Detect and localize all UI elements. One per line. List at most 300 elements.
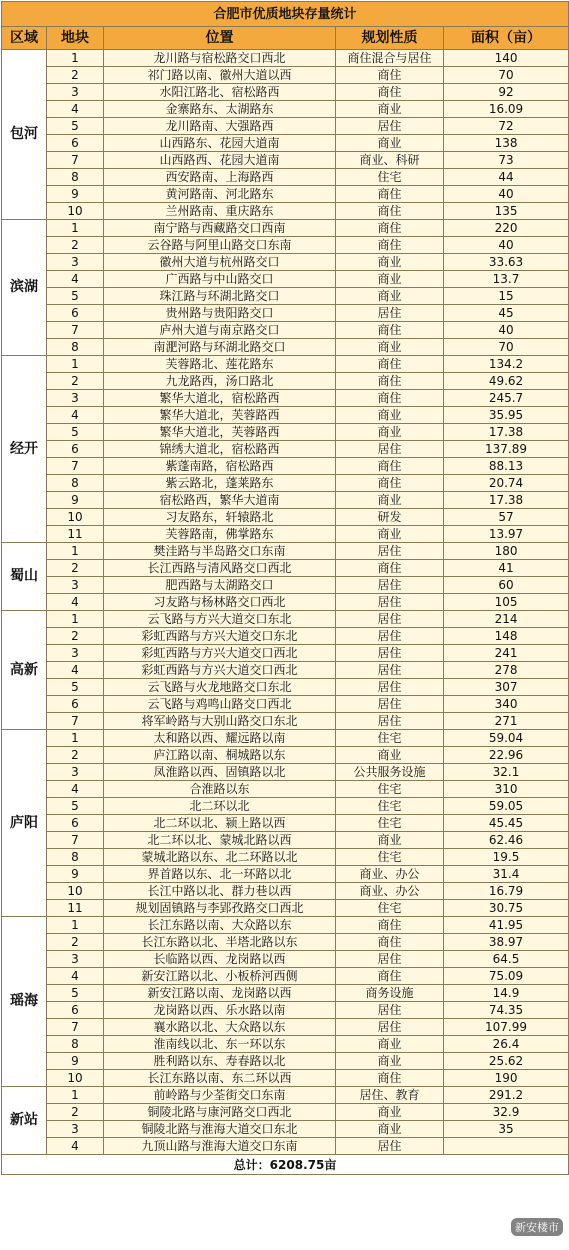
location-cell: 繁华大道北，芙蓉路西 [104,407,336,424]
location-cell: 繁华大道北，宿松路西 [104,390,336,407]
planning-type-cell: 商业 [336,747,444,764]
table-row [2,730,569,747]
parcel-number-cell: 4 [47,271,104,288]
parcel-number-cell: 8 [47,339,104,356]
area-cell: 35 [444,1121,569,1138]
parcel-number-cell: 5 [47,288,104,305]
location-cell: 南淝河路与环湖北路交口 [104,339,336,356]
parcel-number-cell: 3 [47,577,104,594]
location-cell: 西安路南、上海路西 [104,169,336,186]
table-row [2,543,569,560]
area-cell: 278 [444,662,569,679]
area-cell: 57 [444,509,569,526]
district-cell: 包河 [2,50,47,220]
parcel-number-cell: 1 [47,50,104,67]
area-cell: 22.96 [444,747,569,764]
location-cell: 肥西路与太湖路交口 [104,577,336,594]
table-row [2,271,569,288]
table-title: 合肥市优质地块存量统计 [2,2,569,27]
table-row [2,747,569,764]
planning-type-cell: 居住、教育 [336,1087,444,1104]
area-cell: 40 [444,237,569,254]
table-row [2,815,569,832]
planning-type-cell: 研发 [336,509,444,526]
area-cell: 134.2 [444,356,569,373]
parcel-number-cell: 6 [47,305,104,322]
planning-type-cell: 商住 [336,84,444,101]
parcel-number-cell: 4 [47,407,104,424]
parcel-number-cell: 2 [47,747,104,764]
location-cell: 云飞路与鸡鸣山路交口西北 [104,696,336,713]
area-cell: 220 [444,220,569,237]
location-cell: 新安江路以南、龙岗路以西 [104,985,336,1002]
location-cell: 紫蓬南路，宿松路西 [104,458,336,475]
table-row [2,849,569,866]
planning-type-cell: 商住 [336,934,444,951]
planning-type-cell: 商业 [336,832,444,849]
parcel-number-cell: 3 [47,645,104,662]
parcel-number-cell: 3 [47,951,104,968]
parcel-number-cell: 1 [47,356,104,373]
location-cell: 广西路与中山路交口 [104,271,336,288]
parcel-number-cell: 6 [47,1002,104,1019]
parcel-number-cell: 1 [47,611,104,628]
planning-type-cell: 商业 [336,254,444,271]
area-cell: 44 [444,169,569,186]
location-cell: 北二环以北、颍上路以西 [104,815,336,832]
area-cell: 17.38 [444,492,569,509]
table-row [2,900,569,917]
parcel-number-cell: 4 [47,101,104,118]
location-cell: 凤淮路以西、固镇路以北 [104,764,336,781]
area-cell: 17.38 [444,424,569,441]
parcel-number-cell: 5 [47,679,104,696]
table-row [2,1002,569,1019]
area-cell: 26.4 [444,1036,569,1053]
parcel-number-cell: 6 [47,441,104,458]
location-cell: 合淮路以东 [104,781,336,798]
land-stock-table [1,1,569,1175]
location-cell: 长江东路以北、半塔北路以东 [104,934,336,951]
area-cell: 180 [444,543,569,560]
area-cell: 74.35 [444,1002,569,1019]
parcel-number-cell: 4 [47,781,104,798]
location-cell: 龙川路南、大强路西 [104,118,336,135]
location-cell: 蒙城北路以东、北二环路以北 [104,849,336,866]
location-cell: 习友路东，轩辕路北 [104,509,336,526]
planning-type-cell: 商住 [336,322,444,339]
planning-type-cell: 商业、办公 [336,866,444,883]
planning-type-cell: 居住 [336,118,444,135]
table-row [2,169,569,186]
parcel-number-cell: 2 [47,1104,104,1121]
district-cell: 新站 [2,1087,47,1155]
planning-type-cell: 公共服务设施 [336,764,444,781]
planning-type-cell: 居住 [336,628,444,645]
parcel-number-cell: 8 [47,1036,104,1053]
district-cell: 蜀山 [2,543,47,611]
location-cell: 云谷路与阿里山路交口东南 [104,237,336,254]
table-row [2,373,569,390]
header-parcel: 地块 [47,27,104,50]
table-row [2,1121,569,1138]
area-cell: 271 [444,713,569,730]
parcel-number-cell: 2 [47,373,104,390]
parcel-number-cell: 8 [47,169,104,186]
location-cell: 樊洼路与半岛路交口东南 [104,543,336,560]
parcel-number-cell: 1 [47,1087,104,1104]
location-cell: 新安江路以北、小板桥河西侧 [104,968,336,985]
location-cell: 铜陵北路与康河路交口西北 [104,1104,336,1121]
area-cell: 38.97 [444,934,569,951]
planning-type-cell: 居住 [336,679,444,696]
district-cell: 瑶海 [2,917,47,1087]
parcel-number-cell: 2 [47,67,104,84]
planning-type-cell: 商住 [336,203,444,220]
planning-type-cell: 商住 [336,917,444,934]
planning-type-cell: 商业 [336,407,444,424]
area-cell: 31.4 [444,866,569,883]
parcel-number-cell: 7 [47,1019,104,1036]
area-cell: 75.09 [444,968,569,985]
area-cell: 40 [444,322,569,339]
area-cell: 245.7 [444,390,569,407]
location-cell: 繁华大道北，芙蓉路西 [104,424,336,441]
area-cell: 137.89 [444,441,569,458]
location-cell: 庐州大道与南京路交口 [104,322,336,339]
area-cell: 25.62 [444,1053,569,1070]
parcel-number-cell: 2 [47,628,104,645]
location-cell: 将军岭路与大别山路交口东北 [104,713,336,730]
district-cell: 高新 [2,611,47,730]
area-cell: 13.7 [444,271,569,288]
parcel-number-cell: 11 [47,900,104,917]
district-cell: 庐阳 [2,730,47,917]
table-row [2,832,569,849]
planning-type-cell: 商业 [336,1036,444,1053]
location-cell: 龙川路与宿松路交口西北 [104,50,336,67]
parcel-number-cell: 1 [47,220,104,237]
planning-type-cell: 商业 [336,424,444,441]
location-cell: 徽州大道与杭州路交口 [104,254,336,271]
area-cell: 307 [444,679,569,696]
table-row [2,1138,569,1155]
table-row [2,424,569,441]
planning-type-cell: 住宅 [336,815,444,832]
planning-type-cell: 居住 [336,645,444,662]
location-cell: 彩虹西路与方兴大道交口西北 [104,662,336,679]
planning-type-cell: 商住 [336,1070,444,1087]
header-location: 位置 [104,27,336,50]
location-cell: 长江中路以北、群力巷以西 [104,883,336,900]
planning-type-cell: 商住 [336,475,444,492]
area-cell: 70 [444,67,569,84]
location-cell: 珠江路与环湖北路交口 [104,288,336,305]
location-cell: 北二环以北 [104,798,336,815]
table-row [2,934,569,951]
planning-type-cell: 商业 [336,526,444,543]
location-cell: 黄河路南、河北路东 [104,186,336,203]
planning-type-cell: 商务设施 [336,985,444,1002]
parcel-number-cell: 10 [47,1070,104,1087]
table-row [2,407,569,424]
parcel-number-cell: 4 [47,594,104,611]
area-cell: 214 [444,611,569,628]
location-cell: 习友路与杨林路交口西北 [104,594,336,611]
planning-type-cell: 居住 [336,1019,444,1036]
area-cell: 13.97 [444,526,569,543]
parcel-number-cell: 6 [47,696,104,713]
location-cell: 太和路以西、耀远路以南 [104,730,336,747]
planning-type-cell: 商住混合与居住 [336,50,444,67]
location-cell: 长江东路以南、东二环以西 [104,1070,336,1087]
planning-type-cell: 商业 [336,271,444,288]
table-row [2,1070,569,1087]
table-row [2,560,569,577]
planning-type-cell: 居住 [336,305,444,322]
area-cell: 340 [444,696,569,713]
area-cell: 19.5 [444,849,569,866]
planning-type-cell: 商业 [336,1121,444,1138]
table-body [2,2,569,1175]
area-cell: 310 [444,781,569,798]
parcel-number-cell: 7 [47,458,104,475]
area-cell: 33.63 [444,254,569,271]
planning-type-cell: 商业 [336,1104,444,1121]
area-cell: 59.05 [444,798,569,815]
table-row [2,1053,569,1070]
planning-type-cell: 住宅 [336,849,444,866]
table-row [2,135,569,152]
table-row [2,458,569,475]
table-row [2,764,569,781]
area-cell: 135 [444,203,569,220]
table-wrapper [1,1,568,1175]
planning-type-cell: 商住 [336,67,444,84]
table-row [2,254,569,271]
location-cell: 北二环以北、蒙城北路以西 [104,832,336,849]
parcel-number-cell: 7 [47,322,104,339]
parcel-number-cell: 10 [47,203,104,220]
planning-type-cell: 商住 [336,390,444,407]
planning-type-cell: 居住 [336,611,444,628]
table-row [2,101,569,118]
parcel-number-cell: 9 [47,866,104,883]
location-cell: 胜利路以东、寿春路以北 [104,1053,336,1070]
parcel-number-cell: 2 [47,237,104,254]
table-row [2,492,569,509]
table-row [2,594,569,611]
location-cell: 祁门路以南、徽州大道以西 [104,67,336,84]
table-row [2,1087,569,1104]
area-cell: 32.9 [444,1104,569,1121]
area-cell: 35.95 [444,407,569,424]
table-row [2,526,569,543]
area-cell: 14.9 [444,985,569,1002]
planning-type-cell: 居住 [336,1138,444,1155]
parcel-number-cell: 4 [47,1138,104,1155]
table-row [2,390,569,407]
parcel-number-cell: 7 [47,152,104,169]
table-row [2,441,569,458]
header-row [2,27,569,50]
parcel-number-cell: 1 [47,543,104,560]
location-cell: 规划固镇路与李郢孜路交口西北 [104,900,336,917]
location-cell: 紫云路北，蓬莱路东 [104,475,336,492]
area-cell: 40 [444,186,569,203]
location-cell: 金寨路东、太湖路东 [104,101,336,118]
parcel-number-cell: 5 [47,118,104,135]
table-row [2,220,569,237]
area-cell: 291.2 [444,1087,569,1104]
area-cell: 107.99 [444,1019,569,1036]
table-row [2,509,569,526]
parcel-number-cell: 3 [47,84,104,101]
area-cell: 60 [444,577,569,594]
watermark-badge: 新安楼市 [511,1218,563,1236]
parcel-number-cell: 11 [47,526,104,543]
table-row [2,611,569,628]
planning-type-cell: 居住 [336,713,444,730]
parcel-number-cell: 7 [47,832,104,849]
total-value: 总计：6208.75亩 [2,1155,569,1175]
header-area: 面积（亩） [444,27,569,50]
table-row [2,679,569,696]
area-cell: 15 [444,288,569,305]
planning-type-cell: 住宅 [336,781,444,798]
location-cell: 山西路东、花园大道南 [104,135,336,152]
table-row [2,696,569,713]
planning-type-cell: 商住 [336,356,444,373]
location-cell: 彩虹西路与方兴大道交口西北 [104,645,336,662]
area-cell: 88.13 [444,458,569,475]
table-row [2,1104,569,1121]
table-row [2,288,569,305]
location-cell: 铜陵北路与淮海大道交口东北 [104,1121,336,1138]
area-cell: 138 [444,135,569,152]
location-cell: 芙蓉路北、莲花路东 [104,356,336,373]
table-row [2,917,569,934]
table-row [2,883,569,900]
area-cell: 41 [444,560,569,577]
planning-type-cell: 居住 [336,662,444,679]
location-cell: 宿松路西，繁华大道南 [104,492,336,509]
parcel-number-cell: 8 [47,849,104,866]
planning-type-cell: 商住 [336,458,444,475]
location-cell: 淮南线以北、东一环以东 [104,1036,336,1053]
planning-type-cell: 商业、科研 [336,152,444,169]
title-row [2,2,569,27]
location-cell: 贵州路与贵阳路交口 [104,305,336,322]
area-cell: 45 [444,305,569,322]
table-row [2,866,569,883]
parcel-number-cell: 3 [47,1121,104,1138]
planning-type-cell: 商业 [336,135,444,152]
table-row [2,186,569,203]
area-cell: 49.62 [444,373,569,390]
area-cell: 92 [444,84,569,101]
district-cell: 滨湖 [2,220,47,356]
table-row [2,577,569,594]
planning-type-cell: 居住 [336,1002,444,1019]
area-cell: 70 [444,339,569,356]
planning-type-cell: 商住 [336,220,444,237]
table-row [2,118,569,135]
parcel-number-cell: 3 [47,764,104,781]
location-cell: 庐江路以南、桐城路以东 [104,747,336,764]
parcel-number-cell: 6 [47,815,104,832]
table-row [2,798,569,815]
planning-type-cell: 居住 [336,543,444,560]
location-cell: 龙岗路以西、乐水路以南 [104,1002,336,1019]
parcel-number-cell: 1 [47,730,104,747]
location-cell: 长江西路与清风路交口西北 [104,560,336,577]
area-cell: 241 [444,645,569,662]
parcel-number-cell: 10 [47,509,104,526]
planning-type-cell: 居住 [336,696,444,713]
area-cell: 72 [444,118,569,135]
district-cell: 经开 [2,356,47,543]
area-cell: 32.1 [444,764,569,781]
location-cell: 长江东路以南、大众路以东 [104,917,336,934]
header-planning-type: 规划性质 [336,27,444,50]
total-row [2,1155,569,1175]
location-cell: 前岭路与少荃街交口东南 [104,1087,336,1104]
area-cell: 105 [444,594,569,611]
location-cell: 长临路以西、龙岗路以西 [104,951,336,968]
parcel-number-cell: 5 [47,424,104,441]
location-cell: 芙蓉路南，佛掌路东 [104,526,336,543]
planning-type-cell: 商住 [336,237,444,254]
area-cell: 41.95 [444,917,569,934]
table-row [2,645,569,662]
table-row [2,1036,569,1053]
planning-type-cell: 居住 [336,577,444,594]
location-cell: 兰州路南、重庆路东 [104,203,336,220]
table-row [2,1019,569,1036]
area-cell: 190 [444,1070,569,1087]
table-row [2,84,569,101]
parcel-number-cell: 3 [47,254,104,271]
parcel-number-cell: 8 [47,475,104,492]
area-cell: 64.5 [444,951,569,968]
location-cell: 界首路以东、北一环路以北 [104,866,336,883]
table-row [2,152,569,169]
area-cell: 16.79 [444,883,569,900]
parcel-number-cell: 2 [47,560,104,577]
area-cell: 45.45 [444,815,569,832]
area-cell: 20.74 [444,475,569,492]
table-row [2,713,569,730]
header-district: 区域 [2,27,47,50]
table-row [2,339,569,356]
location-cell: 山西路西、花园大道南 [104,152,336,169]
parcel-number-cell: 9 [47,1053,104,1070]
parcel-number-cell: 3 [47,390,104,407]
location-cell: 南宁路与西藏路交口西南 [104,220,336,237]
parcel-number-cell: 7 [47,713,104,730]
location-cell: 九龙路西，汤口路北 [104,373,336,390]
planning-type-cell: 商业、办公 [336,883,444,900]
table-row [2,67,569,84]
area-cell: 30.75 [444,900,569,917]
planning-type-cell: 住宅 [336,730,444,747]
location-cell: 彩虹西路与方兴大道交口东北 [104,628,336,645]
planning-type-cell: 商住 [336,968,444,985]
area-cell: 59.04 [444,730,569,747]
area-cell [444,1138,569,1155]
planning-type-cell: 居住 [336,951,444,968]
